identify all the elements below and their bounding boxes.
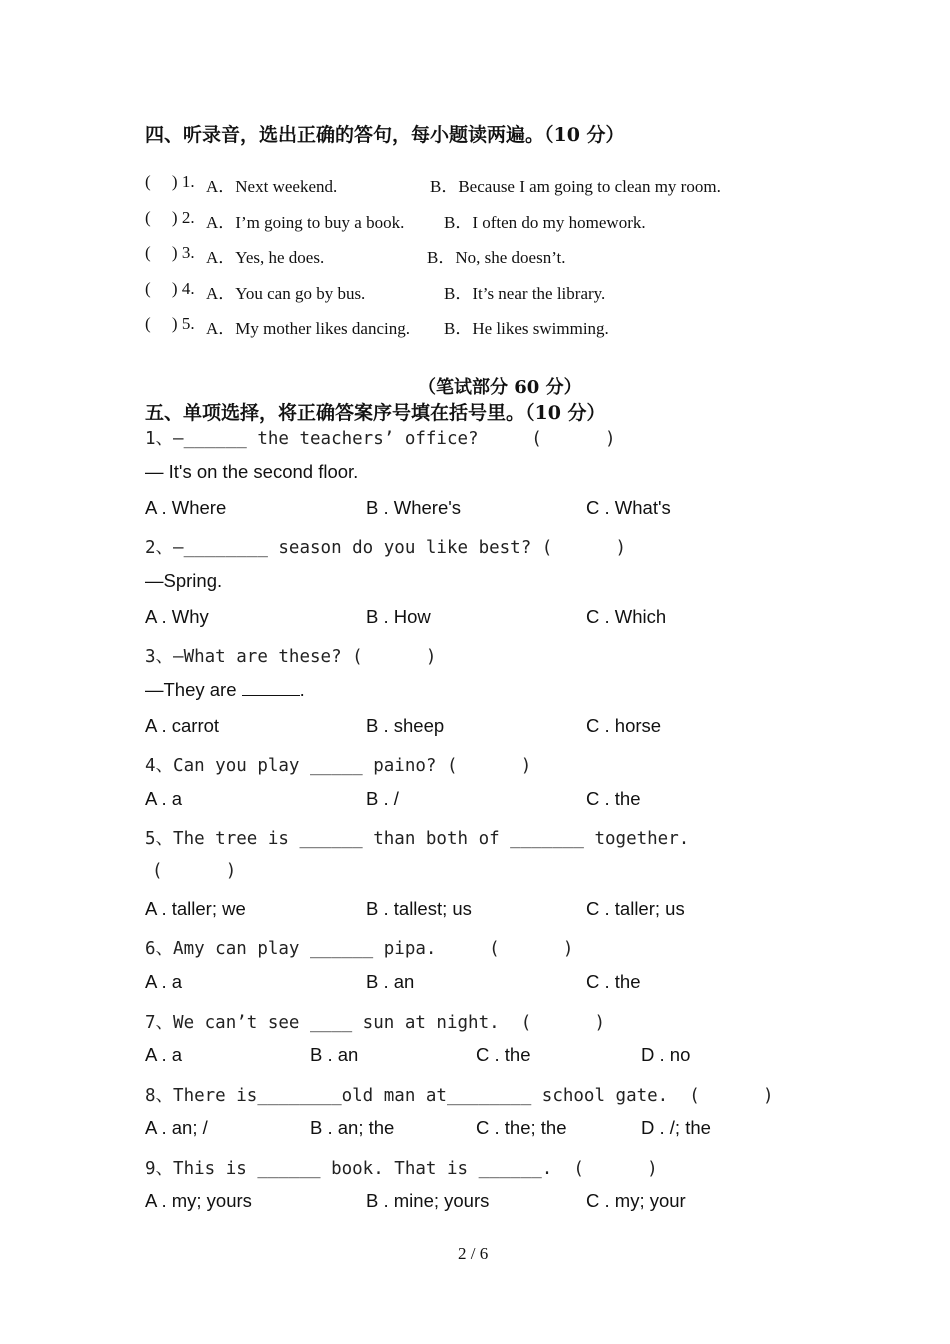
question-2: 2、—________ season do you like best? ( ) — [145, 538, 627, 558]
question-8-option-c: C . the; the — [476, 1117, 567, 1138]
listening-item-2-prefix: ( ) 2. — [145, 208, 195, 227]
question-7-option-d: D . no — [641, 1044, 691, 1065]
question-7-option-b: B . an — [310, 1044, 359, 1065]
question-8-option-b: B . an; the — [310, 1117, 395, 1138]
question-2-option-a: A . Why — [145, 606, 209, 627]
question-6-option-a: A . a — [145, 971, 183, 992]
question-7-option-a: A . a — [145, 1044, 183, 1065]
question-3-answer-prefix: —They are — [145, 679, 242, 700]
listening-item-2-option-a: A．I’m going to buy a book. — [206, 213, 405, 232]
written-part-heading: （笔试部分 60 分） — [418, 377, 582, 398]
question-3-option-a: A . carrot — [145, 715, 220, 736]
question-9: 9、This is ______ book. That is ______. ( ) — [145, 1159, 658, 1179]
question-3: 3、—What are these? ( ) — [145, 647, 437, 667]
listening-item-2-option-b: B．I often do my homework. — [444, 213, 646, 232]
listening-item-3-option-a: A．Yes, he does. — [206, 248, 325, 267]
question-6: 6、Amy can play ______ pipa. ( ) — [145, 939, 574, 959]
question-2-answer: —Spring. — [145, 570, 223, 591]
question-8-option-a: A . an; / — [145, 1117, 208, 1138]
listening-item-5-prefix: ( ) 5. — [145, 314, 195, 333]
question-7: 7、We can’t see ____ sun at night. ( ) — [145, 1013, 606, 1033]
question-9-option-a: A . my; yours — [145, 1190, 252, 1211]
question-4-option-b: B . / — [366, 788, 399, 809]
question-3-option-c: C . horse — [586, 715, 662, 736]
question-8-option-d: D . /; the — [641, 1117, 711, 1138]
question-4: 4、Can you play _____ paino? ( ) — [145, 756, 532, 776]
listening-item-3-prefix: ( ) 3. — [145, 243, 195, 262]
listening-item-5-option-a: A．My mother likes dancing. — [206, 319, 410, 338]
question-5-option-c: C . taller; us — [586, 898, 685, 919]
question-5-paren: ( ) — [152, 861, 237, 881]
question-4-option-a: A . a — [145, 788, 183, 809]
question-4-option-c: C . the — [586, 788, 641, 809]
listening-item-3-option-b: B．No, she doesn’t. — [427, 248, 566, 267]
question-7-option-c: C . the — [476, 1044, 531, 1065]
question-6-option-b: B . an — [366, 971, 415, 992]
page-number: 2 / 6 — [458, 1244, 489, 1263]
question-5-option-a: A . taller; we — [145, 898, 246, 919]
question-1-option-a: A . Where — [145, 497, 227, 518]
section4-title: 四、听录音，选出正确的答句，每小题读两遍。（10 分） — [145, 124, 625, 146]
section5-title: 五、单项选择，将正确答案序号填在括号里。（10 分） — [145, 402, 606, 424]
listening-item-4-option-a: A．You can go by bus. — [206, 284, 366, 303]
question-3-answer-suffix: . — [299, 679, 305, 700]
listening-item-4-prefix: ( ) 4. — [145, 279, 195, 298]
question-8: 8、There is________old man at________ school gate. ( ) — [145, 1086, 774, 1106]
question-1-option-b: B . Where's — [366, 497, 462, 518]
question-5: 5、The tree is ______ than both of _______ together. — [145, 829, 690, 849]
question-3-option-b: B . sheep — [366, 715, 445, 736]
question-2-option-c: C . Which — [586, 606, 667, 627]
answer-blank — [242, 681, 300, 696]
question-6-option-c: C . the — [586, 971, 641, 992]
question-9-option-c: C . my; your — [586, 1190, 686, 1211]
question-2-option-b: B . How — [366, 606, 431, 627]
listening-item-1-prefix: ( ) 1. — [145, 172, 195, 191]
listening-item-1-option-b: B．Because I am going to clean my room. — [430, 177, 721, 196]
question-9-option-b: B . mine; yours — [366, 1190, 490, 1211]
listening-item-5-option-b: B．He likes swimming. — [444, 319, 609, 338]
listening-item-4-option-b: B．It’s near the library. — [444, 284, 606, 303]
question-1-option-c: C . What's — [586, 497, 671, 518]
question-1-answer: — It's on the second floor. — [145, 461, 359, 482]
question-5-option-b: B . tallest; us — [366, 898, 472, 919]
question-1: 1、—______ the teachers’ office? ( ) — [145, 429, 616, 449]
question-3-answer — [145, 679, 305, 701]
listening-item-1-option-a: A．Next weekend. — [206, 177, 338, 196]
